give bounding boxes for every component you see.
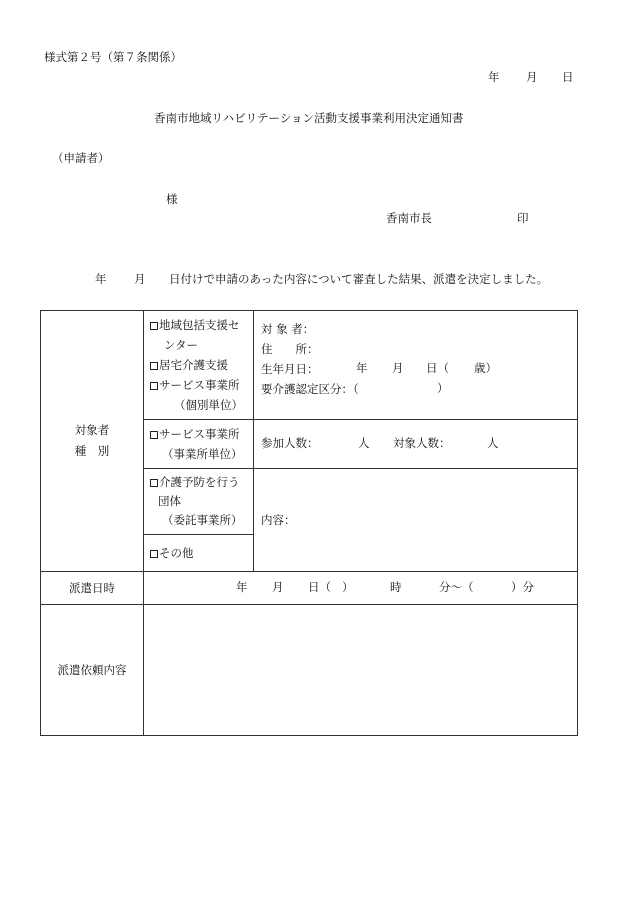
option-label: 介護予防を行う <box>159 475 240 489</box>
checkbox-icon[interactable] <box>150 431 158 439</box>
checkbox-community-support-center[interactable] <box>150 315 249 335</box>
option-label-cont: 団体 <box>158 494 181 508</box>
option-label-cont: ンター <box>164 338 199 352</box>
checkbox-other[interactable] <box>144 545 253 561</box>
option-group-1-cell <box>144 311 254 420</box>
checkbox-service-office-individual[interactable] <box>150 375 249 395</box>
checkbox-icon[interactable] <box>150 479 158 487</box>
target-type-label: 対象者 <box>74 423 110 438</box>
option-label: 居宅介護支援 <box>159 358 228 372</box>
content-label: 内容： <box>261 513 296 527</box>
checkbox-home-care-support[interactable] <box>150 355 249 375</box>
care-level-close: ） <box>437 381 449 395</box>
address-label: 住 所： <box>261 342 319 356</box>
form-number: 様式第２号（第７条関係） <box>44 50 182 64</box>
checkbox-icon[interactable] <box>150 550 158 558</box>
participants-label: 参加人数： <box>261 436 319 450</box>
age-unit: 歳） <box>474 361 497 375</box>
notice-text: 日付けで申請のあった内容について審査した結果、派遣を決定しました。 <box>169 272 549 286</box>
dispatch-minute-from: 分～（ <box>439 580 474 594</box>
birthdate-field[interactable] <box>261 359 577 379</box>
notice-month: 月 <box>134 272 146 286</box>
care-level-label: 要介護認定区分：（ <box>261 382 359 396</box>
dispatch-datetime-label: 派遣日時 <box>69 580 115 595</box>
birthdate-label: 生年月日： <box>261 362 319 376</box>
birth-year-unit: 年 <box>356 361 368 375</box>
option-label-cont: （個別単位） <box>174 398 243 412</box>
target-type-header <box>41 311 144 572</box>
address-field[interactable] <box>261 339 577 359</box>
checkbox-icon[interactable] <box>150 362 158 370</box>
date-year: 年 <box>488 70 500 84</box>
decision-form-table <box>40 310 578 736</box>
issuer-seal: 印 <box>517 211 529 225</box>
document-title: 香南市地域リハビリテーション活動支援事業利用決定通知書 <box>154 111 464 125</box>
target-person-field[interactable] <box>261 319 577 339</box>
date-month: 月 <box>526 70 538 84</box>
individual-details-cell <box>254 311 578 420</box>
option-label: 地域包括支援セ <box>159 318 240 332</box>
dispatch-hour-unit: 時 <box>390 580 402 594</box>
option-group-3-cell <box>144 469 254 535</box>
issuer-name: 香南市長 <box>386 211 432 225</box>
checkbox-service-office-unit[interactable] <box>150 424 249 444</box>
birth-month-unit: 月 <box>392 361 404 375</box>
checkbox-prevention-group[interactable] <box>150 473 249 492</box>
dispatch-dow-close: ） <box>342 580 354 594</box>
dispatch-datetime-cell[interactable] <box>144 572 578 605</box>
request-content-header <box>41 605 144 736</box>
birth-day-unit: 日（ <box>426 361 449 375</box>
content-field[interactable] <box>254 512 577 528</box>
participants-unit: 人 <box>358 436 370 450</box>
target-count-unit: 人 <box>487 436 499 450</box>
applicant-honorific: 様 <box>166 192 178 206</box>
dispatch-minute-close: ）分 <box>511 580 534 594</box>
applicant-label: （申請者） <box>52 151 110 165</box>
target-person-label: 対 象 者： <box>261 322 315 336</box>
request-content-cell[interactable] <box>144 605 578 736</box>
care-level-field[interactable] <box>261 379 577 399</box>
option-label: その他 <box>159 546 194 560</box>
option-group-2-cell <box>144 420 254 469</box>
date-day: 日 <box>562 70 574 84</box>
option-other-cell <box>144 535 254 572</box>
dispatch-datetime-header <box>41 572 144 605</box>
option-label-cont: （事業所単位） <box>162 447 243 461</box>
target-type-label-2: 種 別 <box>74 444 110 458</box>
option-label: サービス事業所 <box>159 427 240 441</box>
content-cell <box>254 469 578 572</box>
option-label-cont: （委託事業所） <box>162 513 243 527</box>
checkbox-icon[interactable] <box>150 382 158 390</box>
request-content-label: 派遣依頼内容 <box>57 662 127 677</box>
notice-year: 年 <box>95 272 107 286</box>
option-label: サービス事業所 <box>159 378 240 392</box>
target-count-label: 対象人数： <box>393 436 451 450</box>
dispatch-month-unit: 月 <box>272 580 284 594</box>
dispatch-day-unit: 日（ <box>308 580 331 594</box>
participants-cell <box>254 420 578 469</box>
checkbox-icon[interactable] <box>150 322 158 330</box>
dispatch-year-unit: 年 <box>236 580 248 594</box>
